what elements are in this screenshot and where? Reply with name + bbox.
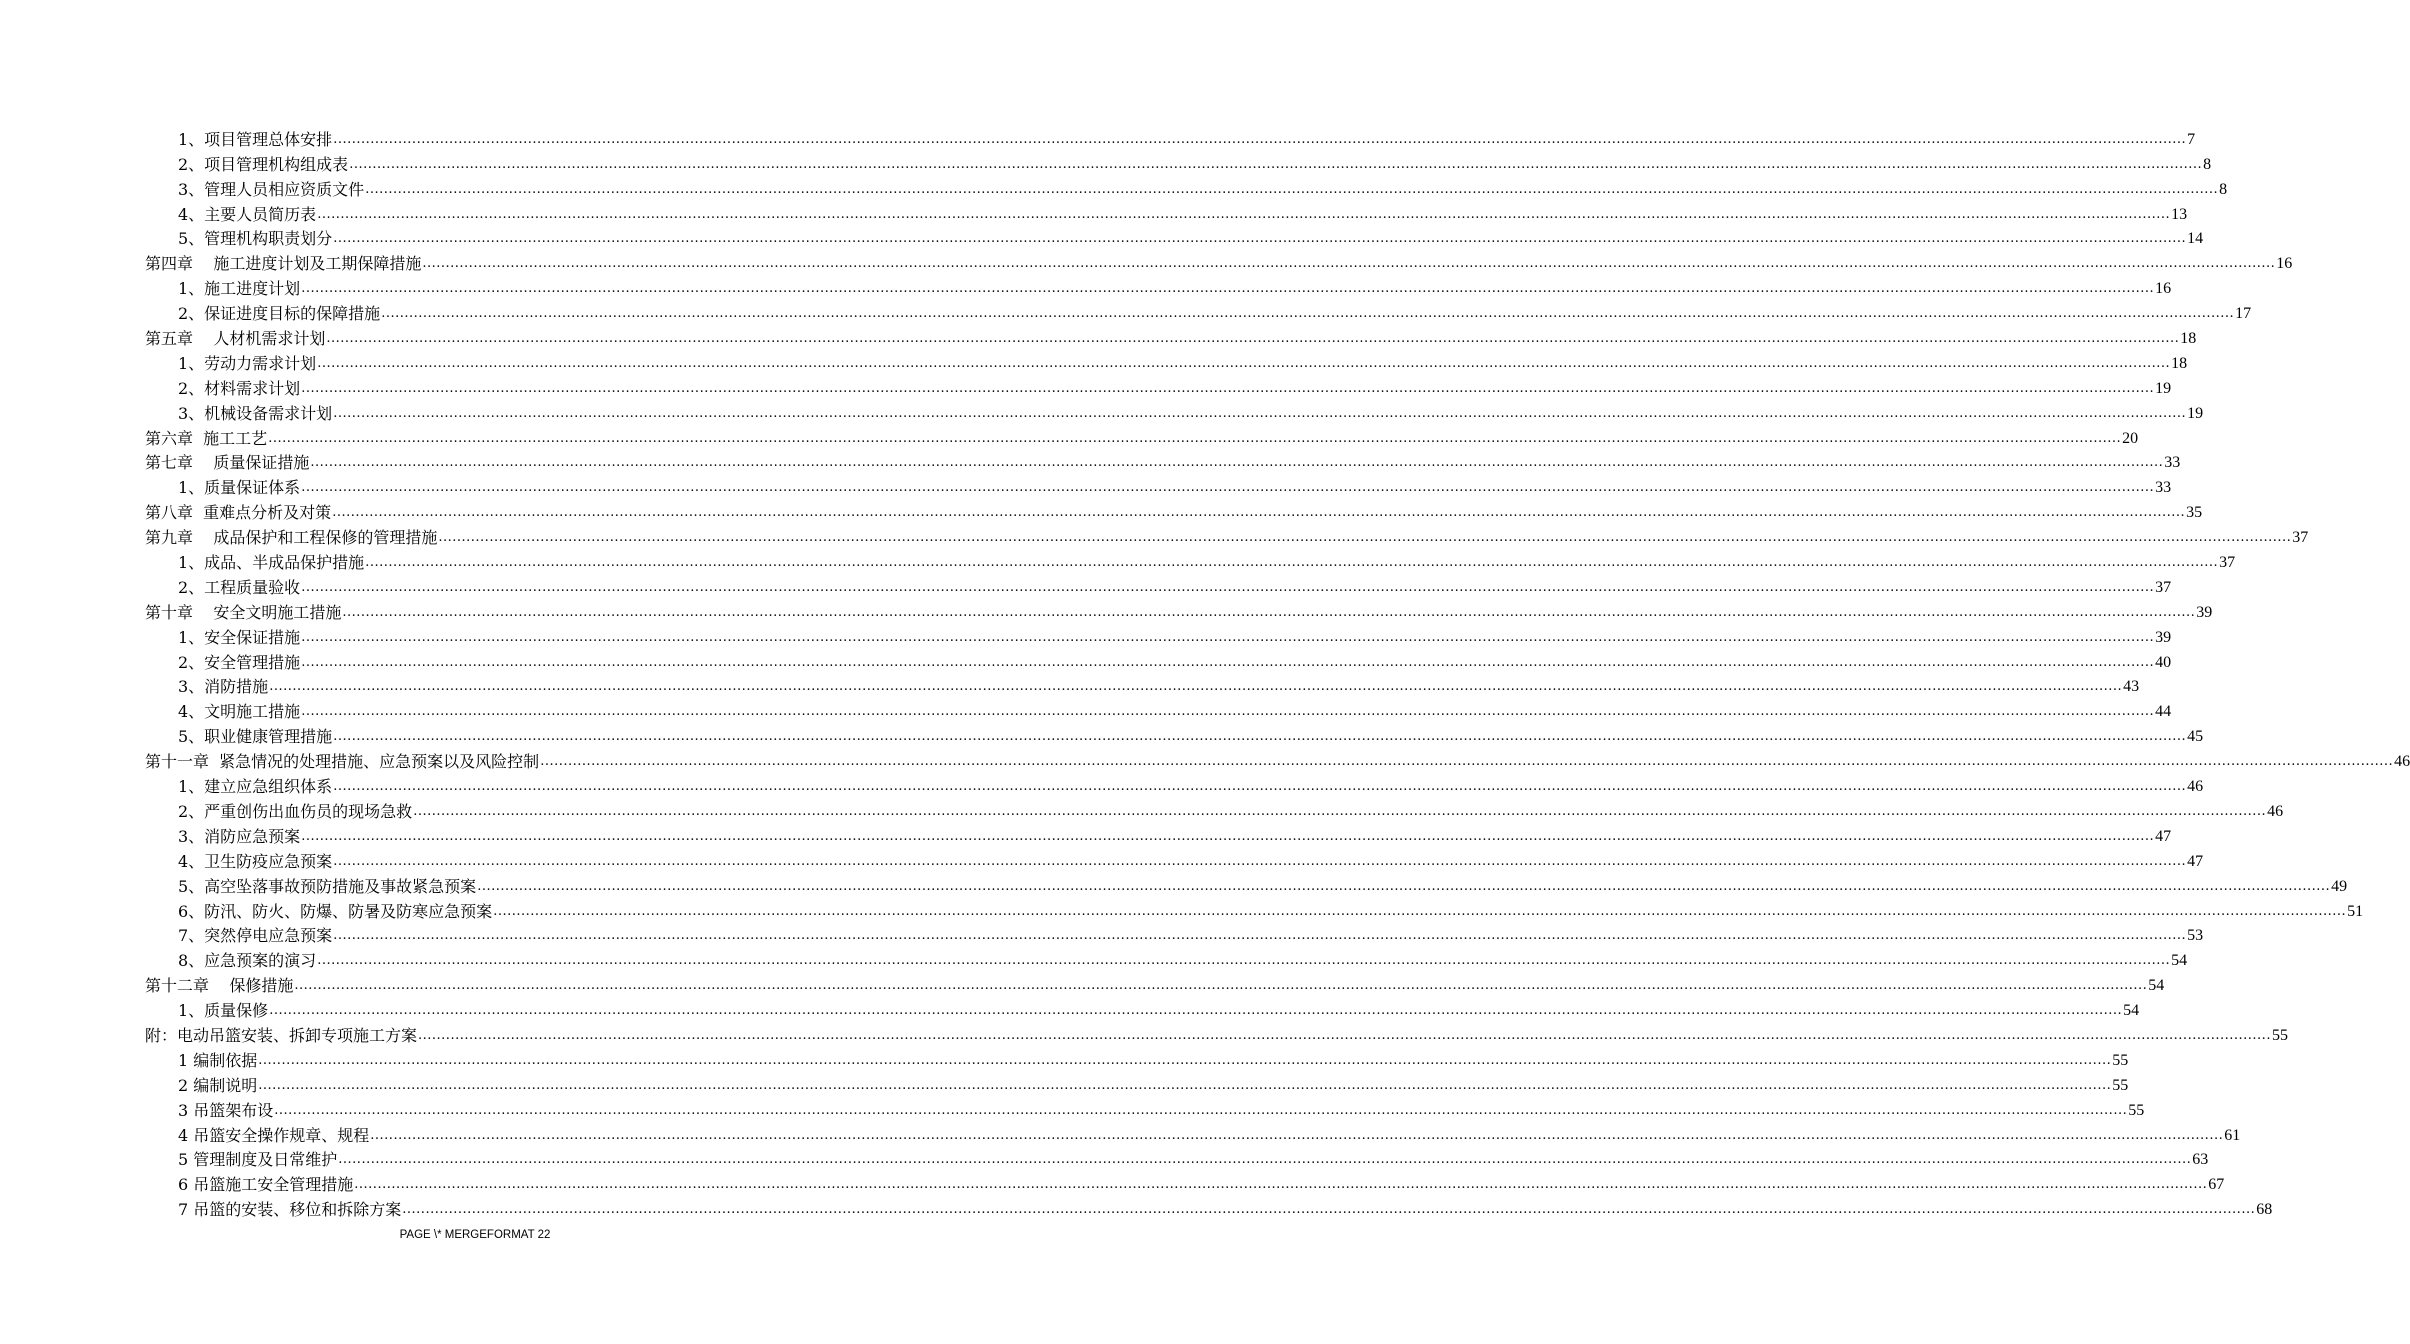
toc-entry-title: 1、劳动力需求计划 (178, 353, 317, 373)
toc-dot-leader: ................................................................................................................................................................................................................................................................................................................................................................................................................ (477, 878, 2331, 894)
toc-dot-leader: ................................................................................................................................................................................................................................................................................................................................................................................................................ (422, 256, 2276, 272)
toc-page-number: 40 (2155, 653, 2172, 671)
toc-entry-title: 6、防汛、防火、防爆、防暑及防寒应急预案 (178, 901, 493, 921)
toc-dot-leader: ................................................................................................................................................................................................................................................................................................................................................................................................................ (301, 281, 2155, 297)
toc-entry-title: 4、卫生防疫应急预案 (178, 851, 333, 871)
toc-section-entry[interactable] (145, 225, 2204, 250)
toc-entry-title: 5 管理制度及日常维护 (178, 1150, 338, 1170)
toc-page-number: 44 (2155, 703, 2172, 721)
toc-section-entry[interactable] (145, 1146, 2209, 1171)
toc-page-number: 20 (2122, 429, 2139, 447)
toc-section-entry[interactable] (145, 125, 2196, 150)
toc-section-entry[interactable] (145, 872, 2348, 897)
toc-entry-title: 第六章 施工工艺 (145, 428, 268, 448)
toc-dot-leader: ................................................................................................................................................................................................................................................................................................................................................................................................................ (354, 1177, 2208, 1193)
toc-entry-title: 第十章 安全文明施工措施 (145, 602, 342, 622)
toc-entry-title: 4 吊篮安全操作规章、规程 (178, 1125, 370, 1145)
toc-page-number: 43 (2123, 678, 2140, 696)
toc-page-number: 33 (2164, 454, 2181, 472)
toc-entry-title: 1 编制依据 (178, 1050, 258, 1070)
toc-dot-leader: ................................................................................................................................................................................................................................................................................................................................................................................................................ (493, 903, 2347, 919)
toc-dot-leader: ................................................................................................................................................................................................................................................................................................................................................................................................................ (258, 1052, 2112, 1068)
toc-dot-leader: ................................................................................................................................................................................................................................................................................................................................................................................................................ (258, 1077, 2112, 1093)
toc-entry-title: 5、高空坠落事故预防措施及事故紧急预案 (178, 876, 477, 896)
toc-entry-title: 1、成品、半成品保护措施 (178, 553, 365, 573)
toc-page-number: 46 (2267, 802, 2284, 820)
toc-section-entry[interactable] (145, 722, 2204, 747)
toc-page-number: 13 (2171, 205, 2188, 223)
toc-page-number: 37 (2219, 554, 2236, 572)
toc-section-entry[interactable] (145, 473, 2172, 498)
toc-entry-title: 第八章 重难点分析及对策 (145, 503, 332, 523)
toc-entry-title: 4、文明施工措施 (178, 702, 301, 722)
toc-entry-title: 8、应急预案的演习 (178, 951, 317, 971)
toc-dot-leader: ................................................................................................................................................................................................................................................................................................................................................................................................................ (274, 1102, 2128, 1118)
toc-page-number: 55 (2112, 1076, 2129, 1094)
toc-section-entry[interactable] (145, 175, 2228, 200)
toc-dot-leader: ................................................................................................................................................................................................................................................................................................................................................................................................................ (301, 828, 2155, 844)
toc-section-entry[interactable] (145, 1096, 2145, 1121)
toc-section-entry[interactable] (145, 623, 2172, 648)
toc-section-entry[interactable] (145, 922, 2204, 947)
toc-section-entry[interactable] (145, 150, 2212, 175)
toc-entry-title: 第十二章 保修措施 (145, 976, 294, 996)
page-footer: PAGE \* MERGEFORMAT 22 (399, 1229, 551, 1241)
toc-section-entry[interactable] (145, 1121, 2241, 1146)
toc-page-number: 18 (2180, 330, 2197, 348)
toc-dot-leader: ................................................................................................................................................................................................................................................................................................................................................................................................................ (326, 331, 2180, 347)
toc-dot-leader: ................................................................................................................................................................................................................................................................................................................................................................................................................ (310, 455, 2164, 471)
toc-dot-leader: ................................................................................................................................................................................................................................................................................................................................................................................................................ (294, 978, 2148, 994)
toc-chapter-entry[interactable] (145, 971, 2165, 996)
toc-page-number: 55 (2128, 1101, 2145, 1119)
toc-page-number: 53 (2187, 927, 2204, 945)
toc-section-entry[interactable] (145, 1046, 2129, 1071)
toc-entry-title: 7、突然停电应急预案 (178, 926, 333, 946)
toc-entry-title: 5、职业健康管理措施 (178, 727, 333, 747)
toc-entry-title: 3、机械设备需求计划 (178, 403, 333, 423)
toc-page-number: 7 (2187, 130, 2196, 148)
toc-entry-title: 第五章 人材机需求计划 (145, 329, 326, 349)
toc-page-number: 14 (2187, 230, 2204, 248)
toc-section-entry[interactable] (145, 822, 2172, 847)
toc-chapter-entry[interactable] (145, 523, 2309, 548)
toc-page-number: 17 (2235, 305, 2252, 323)
toc-entry-title: 1、质量保修 (178, 1001, 269, 1021)
toc-section-entry[interactable] (145, 274, 2172, 299)
toc-page-number: 63 (2192, 1151, 2209, 1169)
toc-chapter-entry[interactable] (145, 598, 2213, 623)
toc-entry-title: 7 吊篮的安装、移位和拆除方案 (178, 1200, 402, 1220)
toc-entry-title: 1、建立应急组织体系 (178, 777, 333, 797)
toc-page-number: 54 (2148, 977, 2165, 995)
toc-page-number: 46 (2394, 753, 2410, 771)
toc-section-entry[interactable] (145, 548, 2236, 573)
toc-section-entry[interactable] (145, 1195, 2273, 1220)
toc-dot-leader: ................................................................................................................................................................................................................................................................................................................................................................................................................ (418, 1027, 2271, 1043)
toc-page-number: 67 (2208, 1176, 2225, 1194)
toc-chapter-entry[interactable] (145, 498, 2203, 523)
toc-entry-title: 2、工程质量验收 (178, 577, 301, 597)
toc-dot-leader: ................................................................................................................................................................................................................................................................................................................................................................................................................ (438, 530, 2292, 546)
toc-dot-leader: ................................................................................................................................................................................................................................................................................................................................................................................................................ (338, 1152, 2192, 1168)
toc-section-entry[interactable] (145, 897, 2364, 922)
toc-chapter-entry[interactable] (145, 449, 2181, 474)
toc-entry-title: 2、安全管理措施 (178, 652, 301, 672)
toc-entry-title: 第九章 成品保护和工程保修的管理措施 (145, 528, 438, 548)
toc-dot-leader: ................................................................................................................................................................................................................................................................................................................................................................................................................ (269, 1003, 2123, 1019)
toc-dot-leader: ................................................................................................................................................................................................................................................................................................................................................................................................................ (301, 654, 2155, 670)
toc-entry-title: 附：电动吊篮安装、拆卸专项施工方案 (145, 1025, 418, 1045)
toc-dot-leader: ................................................................................................................................................................................................................................................................................................................................................................................................................ (317, 206, 2171, 222)
toc-dot-leader: ................................................................................................................................................................................................................................................................................................................................................................................................................ (333, 405, 2187, 421)
toc-entry-title: 3 吊篮架布设 (178, 1100, 274, 1120)
toc-dot-leader: ................................................................................................................................................................................................................................................................................................................................................................................................................ (333, 729, 2187, 745)
toc-dot-leader: ................................................................................................................................................................................................................................................................................................................................................................................................................ (365, 555, 2219, 571)
toc-entry-title: 2、项目管理机构组成表 (178, 154, 349, 174)
toc-chapter-entry[interactable] (145, 424, 2139, 449)
toc-section-entry[interactable] (145, 946, 2188, 971)
toc-chapter-entry[interactable] (145, 249, 2293, 274)
toc-entry-title: 第十一章 紧急情况的处理措施、应急预案以及风险控制 (145, 752, 540, 772)
toc-page-number: 47 (2187, 852, 2204, 870)
toc-page-number: 68 (2256, 1201, 2273, 1219)
toc-page-number: 8 (2219, 180, 2228, 198)
toc-section-entry[interactable] (145, 299, 2252, 324)
toc-page-number: 45 (2187, 728, 2204, 746)
toc-page-number: 55 (2271, 1026, 2288, 1044)
toc-dot-leader: ................................................................................................................................................................................................................................................................................................................................................................................................................ (349, 156, 2203, 172)
toc-section-entry[interactable] (145, 200, 2188, 225)
toc-page-number: 51 (2347, 902, 2364, 920)
toc-dot-leader: ................................................................................................................................................................................................................................................................................................................................................................................................................ (370, 1127, 2224, 1143)
toc-page-number: 35 (2186, 504, 2203, 522)
toc-section-entry[interactable] (145, 349, 2188, 374)
toc-page-number: 49 (2331, 877, 2348, 895)
toc-section-entry[interactable] (145, 673, 2140, 698)
toc-dot-leader: ................................................................................................................................................................................................................................................................................................................................................................................................................ (301, 704, 2155, 720)
toc-entry-title: 3、消防措施 (178, 677, 269, 697)
toc-dot-leader: ................................................................................................................................................................................................................................................................................................................................................................................................................ (402, 1202, 2256, 1218)
toc-page-number: 16 (2276, 255, 2293, 273)
toc-dot-leader: ................................................................................................................................................................................................................................................................................................................................................................................................................ (333, 131, 2187, 147)
toc-dot-leader: ................................................................................................................................................................................................................................................................................................................................................................................................................ (342, 604, 2196, 620)
toc-page-number: 37 (2155, 578, 2172, 596)
toc-entry-title: 6 吊篮施工安全管理措施 (178, 1175, 354, 1195)
toc-dot-leader: ................................................................................................................................................................................................................................................................................................................................................................................................................ (540, 754, 2394, 770)
toc-section-entry[interactable] (145, 996, 2140, 1021)
toc-section-entry[interactable] (145, 797, 2284, 822)
toc-entry-title: 1、项目管理总体安排 (178, 129, 333, 149)
toc-entry-title: 3、管理人员相应资质文件 (178, 179, 365, 199)
toc-dot-leader: ................................................................................................................................................................................................................................................................................................................................................................................................................ (301, 579, 2155, 595)
toc-section-entry[interactable] (145, 648, 2172, 673)
toc-entry-title: 1、施工进度计划 (178, 279, 301, 299)
toc-page-number: 16 (2155, 280, 2172, 298)
toc-dot-leader: ................................................................................................................................................................................................................................................................................................................................................................................................................ (317, 355, 2171, 371)
toc-dot-leader: ................................................................................................................................................................................................................................................................................................................................................................................................................ (301, 480, 2155, 496)
toc-section-entry[interactable] (145, 847, 2204, 872)
toc-entry-title: 2、材料需求计划 (178, 378, 301, 398)
toc-page-number: 39 (2155, 628, 2172, 646)
toc-entry-title: 2 编制说明 (178, 1075, 258, 1095)
toc-entry-title: 第七章 质量保证措施 (145, 453, 310, 473)
toc-dot-leader: ................................................................................................................................................................................................................................................................................................................................................................................................................ (333, 853, 2187, 869)
toc-entry-title: 5、管理机构职责划分 (178, 229, 333, 249)
toc-dot-leader: ................................................................................................................................................................................................................................................................................................................................................................................................................ (333, 231, 2187, 247)
toc-dot-leader: ................................................................................................................................................................................................................................................................................................................................................................................................................ (333, 928, 2187, 944)
toc-section-entry[interactable] (145, 573, 2172, 598)
toc-entry-title: 4、主要人员简历表 (178, 204, 317, 224)
toc-dot-leader: ................................................................................................................................................................................................................................................................................................................................................................................................................ (381, 306, 2235, 322)
toc-dot-leader: ................................................................................................................................................................................................................................................................................................................................................................................................................ (332, 505, 2186, 521)
toc-section-entry[interactable] (145, 1170, 2225, 1195)
toc-dot-leader: ................................................................................................................................................................................................................................................................................................................................................................................................................ (301, 380, 2155, 396)
toc-page-number: 39 (2196, 603, 2213, 621)
toc-entry-title: 1、质量保证体系 (178, 478, 301, 498)
toc-dot-leader: ................................................................................................................................................................................................................................................................................................................................................................................................................ (268, 430, 2122, 446)
toc-chapter-entry[interactable] (145, 324, 2197, 349)
toc-entry-title: 1、安全保证措施 (178, 627, 301, 647)
toc-chapter-entry[interactable] (145, 747, 2410, 772)
toc-page-number: 19 (2187, 404, 2204, 422)
toc-dot-leader: ................................................................................................................................................................................................................................................................................................................................................................................................................ (365, 181, 2219, 197)
toc-dot-leader: ................................................................................................................................................................................................................................................................................................................................................................................................................ (301, 629, 2155, 645)
toc-page-number: 54 (2123, 1002, 2140, 1020)
toc-dot-leader: ................................................................................................................................................................................................................................................................................................................................................................................................................ (269, 679, 2123, 695)
toc-page-number: 8 (2203, 155, 2212, 173)
toc-page-number: 46 (2187, 778, 2204, 796)
toc-section-entry[interactable] (145, 772, 2204, 797)
toc-dot-leader: ................................................................................................................................................................................................................................................................................................................................................................................................................ (413, 803, 2267, 819)
toc-dot-leader: ................................................................................................................................................................................................................................................................................................................................................................................................................ (317, 953, 2171, 969)
toc-chapter-entry[interactable] (145, 1021, 2288, 1046)
table-of-contents (145, 125, 2410, 1220)
toc-page-number: 33 (2155, 479, 2172, 497)
toc-entry-title: 2、严重创伤出血伤员的现场急救 (178, 801, 413, 821)
toc-page-number: 55 (2112, 1051, 2129, 1069)
toc-section-entry[interactable] (145, 697, 2172, 722)
toc-section-entry[interactable] (145, 1071, 2129, 1096)
toc-page-number: 47 (2155, 827, 2172, 845)
toc-page-number: 61 (2224, 1126, 2241, 1144)
toc-entry-title: 第四章 施工进度计划及工期保障措施 (145, 254, 422, 274)
toc-section-entry[interactable] (145, 374, 2172, 399)
toc-section-entry[interactable] (145, 399, 2204, 424)
toc-page-number: 19 (2155, 379, 2172, 397)
toc-page-number: 18 (2171, 354, 2188, 372)
toc-entry-title: 3、消防应急预案 (178, 826, 301, 846)
toc-dot-leader: ................................................................................................................................................................................................................................................................................................................................................................................................................ (333, 779, 2187, 795)
toc-entry-title: 2、保证进度目标的保障措施 (178, 304, 381, 324)
toc-page-number: 37 (2292, 529, 2309, 547)
toc-page-number: 54 (2171, 952, 2188, 970)
